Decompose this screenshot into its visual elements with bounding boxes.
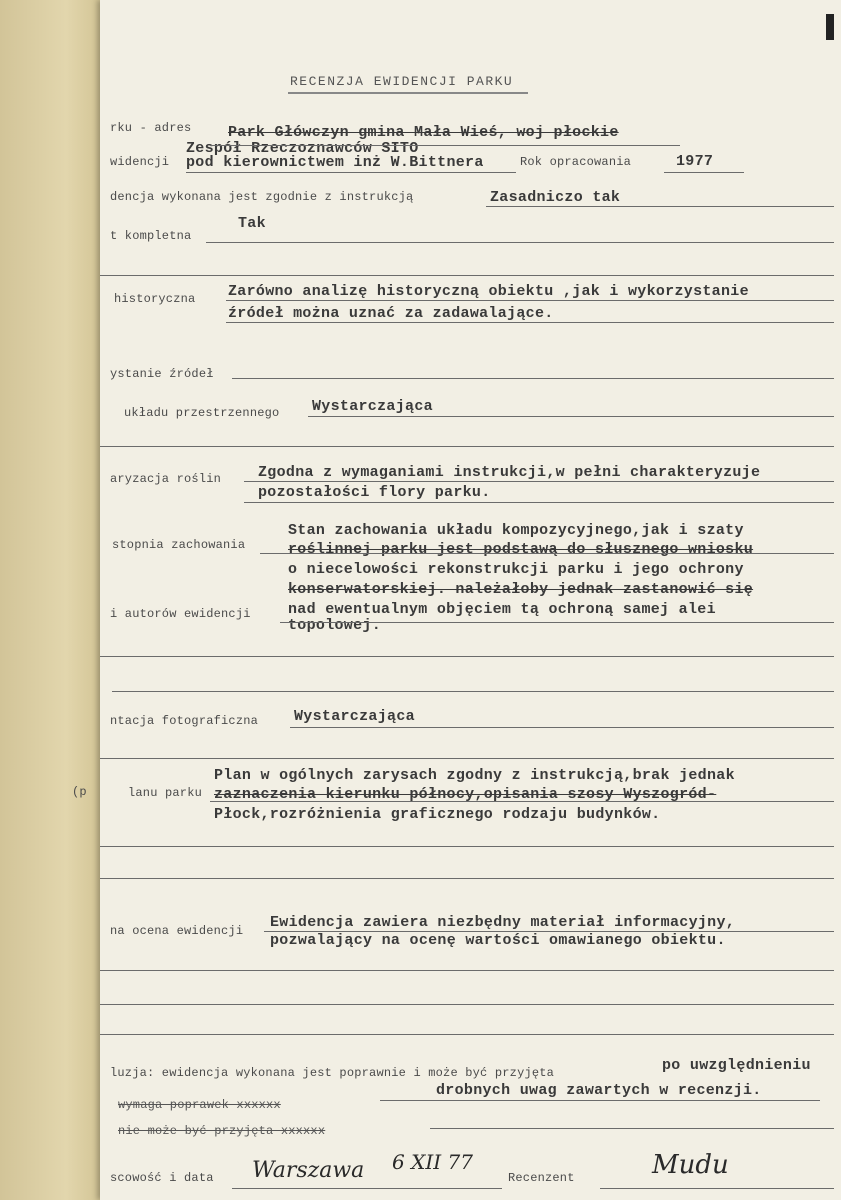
authors-remarks-label: i autorów ewidencji <box>110 607 251 621</box>
plants-line-2: pozostałości flory parku. <box>258 484 491 501</box>
history-rule-2 <box>226 322 834 323</box>
place-date-rule <box>232 1188 502 1189</box>
crossed-option-2: nie może być przyjęta xxxxxx <box>118 1124 326 1138</box>
conclusion-value-2: drobnych uwag zawartych w recenzji. <box>436 1082 762 1099</box>
layout-rule <box>308 416 834 417</box>
record-rule <box>186 172 516 173</box>
title-underline <box>288 92 528 94</box>
place-date-label: scowość i data <box>110 1171 214 1185</box>
blank-rule-7 <box>100 878 834 879</box>
eval-line-1: Ewidencja zawiera niezbędny materiał informacyjny, <box>270 914 736 931</box>
blank-rule-9 <box>100 1004 834 1005</box>
complete-rule <box>206 242 834 243</box>
reviewer-label: Recenzent <box>508 1171 575 1185</box>
history-rule-1 <box>226 300 834 301</box>
document-sheet <box>100 0 841 1200</box>
history-line-1: Zarówno analizę historyczną obiektu ,jak i wykorzystanie <box>228 283 749 300</box>
plan-rule <box>210 801 834 802</box>
record-label: widencji <box>110 155 170 169</box>
instruction-label: dencja wykonana jest zgodnie z instrukcją <box>110 190 414 204</box>
plan-label: lanu parku <box>128 786 203 800</box>
instruction-value: Zasadniczo tak <box>490 189 621 206</box>
reviewer-signature: Mudu <box>652 1150 729 1180</box>
remarks-rule <box>280 622 834 623</box>
year-rule <box>664 172 744 173</box>
photo-value: Wystarczająca <box>294 708 415 725</box>
conclusion-label: luzja: ewidencja wykonana jest poprawnie i może być przyjęta <box>110 1066 555 1080</box>
complete-value: Tak <box>238 215 266 232</box>
sources-label: ystanie źródeł <box>110 367 214 381</box>
authors-line: Zespół Rzeczoznawców SITO <box>186 140 419 157</box>
state-line-6: topolowej. <box>288 617 382 634</box>
year-value: 1977 <box>676 153 714 170</box>
address-rule <box>210 145 680 146</box>
blank-rule-6 <box>100 846 834 847</box>
state-line-3: o niecelowości rekonstrukcji parku i jego ochrony <box>288 561 744 578</box>
layout-label: układu przestrzennego <box>124 406 280 420</box>
history-label: historyczna <box>114 292 196 306</box>
blank-rule-3 <box>100 656 834 657</box>
photo-label: ntacja fotograficzna <box>110 714 259 728</box>
conclusion-rule-2 <box>430 1128 834 1129</box>
eval-rule-1 <box>264 931 834 932</box>
park-address-label: rku - adres <box>110 121 192 135</box>
conclusion-rule-1 <box>380 1100 820 1101</box>
plants-rule-1 <box>244 481 834 482</box>
state-rule <box>260 553 834 554</box>
eval-label: na ocena ewidencji <box>110 924 244 938</box>
document-title: RECENZJA EWIDENCJI PARKU <box>290 74 514 89</box>
blank-rule-4 <box>112 691 834 692</box>
state-line-5: nad ewentualnym objęciem tą ochroną samej alei <box>288 601 716 618</box>
park-address-value: Park Główczyn gmina Mała Wieś, woj płockie <box>228 124 619 141</box>
plants-label: aryzacja roślin <box>110 472 222 486</box>
background-page-edge <box>0 0 110 1200</box>
plan-margin-mark: (p <box>72 785 87 799</box>
instruction-rule <box>486 206 834 207</box>
blank-rule-5 <box>100 758 834 759</box>
plan-line-3: Płock,rozróżnienia graficznego rodzaju budynków. <box>214 806 661 823</box>
state-label: stopnia zachowania <box>112 538 246 552</box>
blank-rule-1 <box>100 275 834 276</box>
sources-rule <box>232 378 834 379</box>
blank-rule-8 <box>100 970 834 971</box>
layout-value: Wystarczająca <box>312 398 433 415</box>
date-handwritten: 6 XII 77 <box>392 1150 473 1174</box>
blank-rule-2 <box>100 446 834 447</box>
plants-rule-2 <box>244 502 834 503</box>
place-handwritten: Warszawa <box>252 1158 365 1183</box>
reviewer-rule <box>600 1188 834 1189</box>
blank-rule-10 <box>100 1034 834 1035</box>
plan-line-2: zaznaczenia kierunku północy,opisania szosy Wyszogród- <box>214 786 717 803</box>
record-value: pod kierownictwem inż W.Bittnera <box>186 154 484 171</box>
history-line-2: źródeł można uznać za zadawalające. <box>228 305 554 322</box>
photo-rule <box>290 727 834 728</box>
state-line-4: konserwatorskiej. należałoby jednak zastanowić się <box>288 581 754 598</box>
crossed-option-1: wymaga poprawek xxxxxx <box>118 1098 281 1112</box>
corner-mark <box>826 14 834 40</box>
eval-line-2: pozwalający na ocenę wartości omawianego obiektu. <box>270 932 726 949</box>
state-line-1: Stan zachowania układu kompozycyjnego,jak i szaty <box>288 522 744 539</box>
year-label: Rok opracowania <box>520 155 632 169</box>
state-line-2: roślinnej parku jest podstawą do słusznego wniosku <box>288 541 754 558</box>
plants-line-1: Zgodna z wymaganiami instrukcji,w pełni charakteryzuje <box>258 464 761 481</box>
conclusion-value-1: po uwzględnieniu <box>662 1057 811 1074</box>
plan-line-1: Plan w ogólnych zarysach zgodny z instrukcją,brak jednak <box>214 767 735 784</box>
complete-label: t kompletna <box>110 229 192 243</box>
